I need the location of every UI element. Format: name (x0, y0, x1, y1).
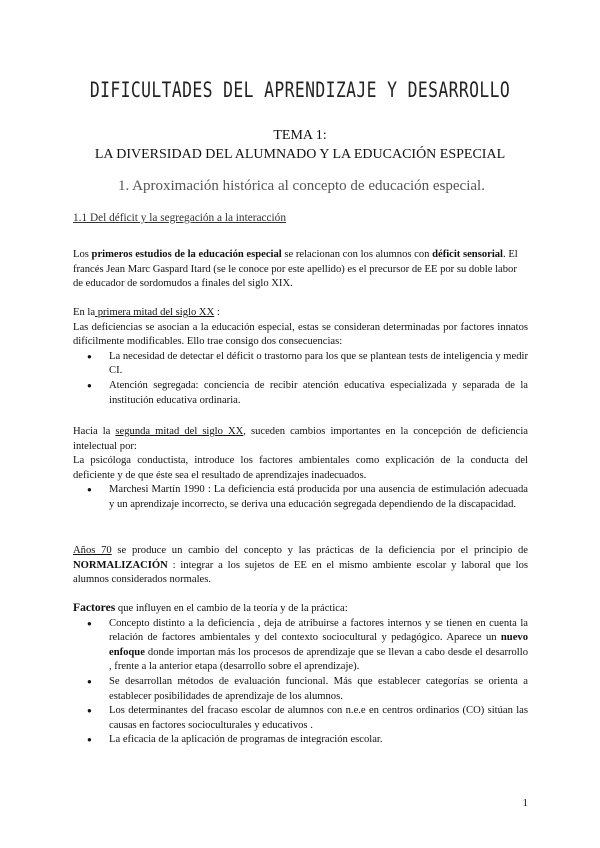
underlined-text: Años 70 (73, 545, 112, 556)
paragraph-anos-70: Años 70 se produce un cambio del concepto y las prácticas de la deficiencia por el principio de NORMALIZACIÓN : integrar a los sujetos de EE en el mismo ambiente escolar y laboral que los alumnos considerados normales. (73, 545, 528, 586)
tema-title: LA DIVERSIDAD DEL ALUMNADO Y LA EDUCACIÓN ESPECIAL (94, 147, 506, 162)
subsection-heading: 1.1 Del déficit y la segregación a la interacción (73, 212, 286, 224)
paragraph-body: La psicóloga conductista, introduce los factores ambientales como explicación de la conducta del deficiente y de que éste sea el resultado de aprendizajes inadecuados. (73, 455, 528, 481)
underlined-text: primera mitad del siglo XX (95, 307, 215, 318)
list-item: ● La necesidad de detectar el déficit o trastorno para los que se plantean tests de inteligencia y medir CI. (73, 350, 528, 379)
list-item: ● Se desarrollan métodos de evaluación funcional. Más que establecer categorías se orienta a establecer posibilidades de aprendizaje de los alumnos. (73, 675, 528, 704)
bold-text: Factores (73, 601, 116, 614)
bullet-list (73, 617, 528, 748)
bold-text: nuevo enfoque (109, 632, 528, 658)
list-item: ● Los determinantes del fracaso escolar de alumnos con n.e.e en centros ordinarios (CO) sitúan las causas en factores socioculturales y educativos . (73, 704, 528, 733)
underlined-text: segunda mitad del siglo XX (115, 426, 244, 437)
list-item: ● Concepto distinto a la deficiencia , deja de atribuirse a factores internos y se tienen en cuenta la relación de factores ambientales y del contexto sociocultural y pedagógico. Aparece un nuevo enfoque donde importan más los procesos de aprendizaje que se llevan a cabo desde el desarrollo , frente a la anterior etapa (desarrollo sobre el aprendizaje). (73, 617, 528, 675)
list-item: ● Marchesi Martín 1990 : La deficiencia está producida por una ausencia de estimulación adecuada y un aprendizaje incorrecto, se deriva una educación segregada dependiendo de la discapacidad. (73, 483, 528, 512)
bold-text: primeros estudios de la educación especial (91, 249, 282, 260)
paragraph-factores: Factores que influyen en el cambio de la teoría y de la práctica: ● Concepto distinto a la deficiencia , deja de atribuirse a factores internos y se tienen en cuenta la relación de factores ambientales y del contexto sociocultural y pedagógico. Aparece un nuevo enfoque donde importan más los procesos de aprendizaje que se llevan a cabo desde el desarrollo , frente a la anterior etapa (desarrollo sobre el aprendizaje). ● Se desarrollan métodos de evaluación funcional. Más que establecer categorías se orienta a establecer posibilidades de aprendizaje de los alumnos. ● Los determinantes del fracaso escolar de alumnos con n.e.e en centros ordinarios (CO) sitúan las causas en factores socioculturales y educativos . ● La eficacia de la aplicación de programas de integración escolar. (73, 601, 528, 748)
bullet-list (73, 483, 528, 512)
list-item: ● La eficacia de la aplicación de programas de integración escolar. (73, 733, 528, 748)
bold-text: NORMALIZACIÓN (73, 559, 168, 571)
bold-text: déficit sensorial (432, 249, 504, 260)
paragraph-primeros-estudios: Los primeros estudios de la educación especial se relacionan con los alumnos con déficit sensorial. El francés Jean Marc Gaspard Itard (se le conoce por este apellido) es el precursor de EE por su doble labor de educador de sordomudos a finales del siglo XIX. (73, 249, 518, 290)
tema-heading (0, 126, 600, 164)
paragraph-body: Las deficiencias se asocian a la educación especial, estas se consideran determinadas por factores innatos difícilmente modificables. Ello trae consigo dos consecuencias: (73, 321, 528, 348)
document-title: DIFICULTADES DEL APRENDIZAJE Y DESARROLLO (89, 78, 511, 102)
paragraph-primera-mitad: En la primera mitad del siglo XX : Las deficiencias se asocian a la educación especial, estas se consideran determinadas por factores innatos difícilmente modificables. Ello trae consigo dos consecuencias: ● La necesidad de detectar el déficit o trastorno para los que se plantean tests de inteligencia y medir CI. ● Atención segregada: conciencia de recibir atención educativa especializada y separada de la institución educativa ordinaria. (73, 306, 528, 408)
section-heading: 1. Aproximación histórica al concepto de educación especial. (118, 178, 485, 194)
paragraph-segunda-mitad: Hacia la segunda mitad del siglo XX, suceden cambios importantes en la concepción de deficiencia intelectual por: La psicóloga conductista, introduce los factores ambientales como explicación de la conducta del deficiente y de que éste sea el resultado de aprendizajes inadecuados. ● Marchesi Martín 1990 : La deficiencia está producida por una ausencia de estimulación adecuada y un aprendizaje incorrecto, se deriva una educación segregada dependiendo de la discapacidad. (73, 425, 528, 513)
page-number: 1 (522, 797, 528, 809)
list-item: ● Atención segregada: conciencia de recibir atención educativa especializada y separada de la institución educativa ordinaria. (73, 379, 528, 408)
bullet-list (73, 350, 528, 408)
tema-label: TEMA 1: (273, 128, 327, 143)
